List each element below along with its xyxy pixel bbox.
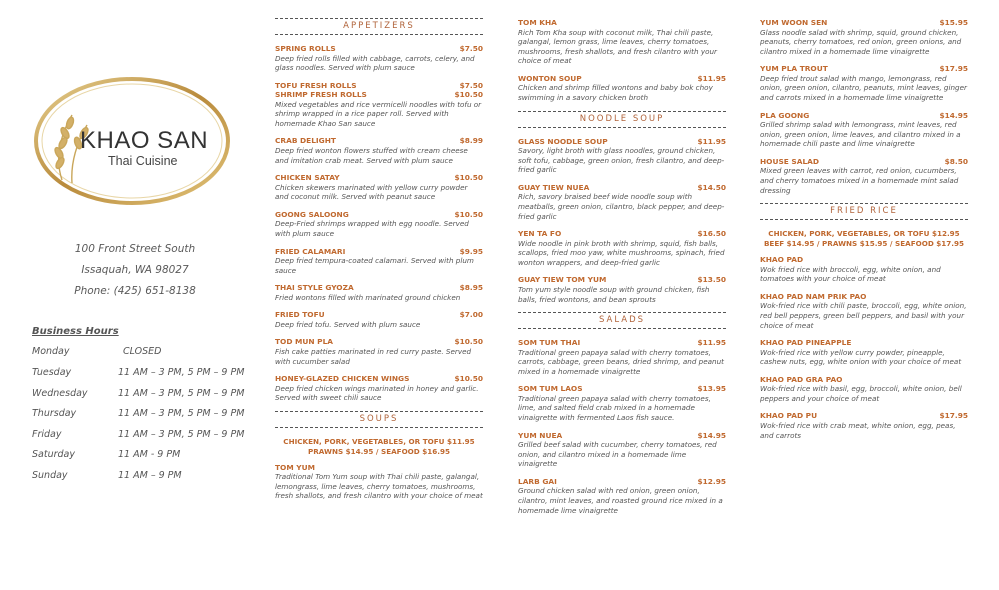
menu-item-name: YUM PLA TROUT [760, 64, 828, 74]
menu-item [518, 275, 726, 304]
menu-item-description: Traditional Tom Yum soup with Thai chili paste, galangal, lemongrass, lime leaves, cherry tomatoes, mushrooms, fresh shallots, and fresh cilantro with your choice of meat [275, 472, 483, 501]
menu-item-price: $11.95 [697, 136, 726, 146]
menu-item-description: Wok fried rice with broccoli, egg, white onion, and tomatoes with your choice of meat [760, 264, 941, 284]
menu-item-name: FRIED TOFU [275, 310, 325, 320]
menu-column-2 [518, 18, 726, 523]
menu-item-price: $11.95 [697, 73, 726, 83]
menu-item-description: Deep fried wonton flowers stuffed with cream cheese and imitation crab meat. Served with plum sauce [275, 145, 468, 165]
menu-item-name: GUAY TIEW NUEA [518, 182, 590, 192]
brand-tagline: Thai Cuisine [108, 154, 178, 168]
phone-number: Phone: (425) 651-8138 [74, 285, 196, 297]
menu-item [275, 136, 483, 165]
menu-column-1 [275, 18, 483, 509]
menu-item-header [760, 375, 968, 385]
menu-item [275, 463, 483, 501]
menu-item-description: Deep-Fried shrimps wrapped with egg noodle. Served with plum sauce [275, 219, 469, 238]
menu-item-description: Tom yum style noodle soup with ground chicken, fish balls, fried wontons, and bean sprouts [518, 284, 710, 304]
menu-item-header [518, 477, 726, 487]
menu-item-price: $10.50 [454, 90, 483, 100]
soups-price-line: PRAWNS $14.95 / SEAFOOD $16.95 [307, 446, 450, 456]
menu-item [275, 310, 483, 329]
menu-item-header [275, 90, 483, 100]
menu-item-header [518, 229, 726, 239]
hours-row [32, 408, 252, 422]
brand-name: KHAO SAN [80, 127, 209, 154]
menu-item-name: KHAO PAD NAM PRIK PAO [760, 291, 867, 301]
menu-item-description: Traditional green papaya salad with cherry tomatoes, lime, and salted field crab mixed in a homemade vinaigrette with fermented Laos fish sauce. [518, 393, 711, 423]
menu-item-description: Grilled beef salad with cucumber, cherry tomatoes, red onion, and cilantro mixed in a homemade lime vinaigrette [518, 440, 717, 469]
menu-item-name: HOUSE SALAD [760, 156, 820, 166]
menu-item-name: SPRING ROLLS [275, 44, 336, 53]
menu-item-price: $7.50 [459, 44, 483, 53]
menu-item-header [275, 247, 483, 257]
hours-day: Saturday [32, 449, 75, 460]
menu-item-price: $10.50 [454, 374, 483, 384]
fried-rice-price-line: BEEF $14.95 / PRAWNS $15.95 / SEAFOOD $17.95 [763, 239, 965, 249]
hours-day: Wednesday [32, 388, 88, 399]
menu-item-header [518, 18, 726, 28]
salads-list-continued [760, 18, 968, 195]
menu-item-name: SOM TUM LAOS [518, 384, 583, 394]
menu-item-price: $17.95 [939, 64, 968, 74]
menu-item-price: $10.50 [454, 337, 483, 347]
menu-item-name: SOM TUM THAI [518, 338, 581, 348]
menu-item-name: YEN TA FO [518, 229, 562, 239]
menu-item-header [760, 411, 968, 421]
menu-item [275, 210, 483, 239]
menu-item-header [275, 44, 483, 54]
hours-row [32, 346, 252, 360]
menu-item-price: $7.00 [459, 310, 483, 320]
menu-item [275, 247, 483, 276]
menu-item-header [518, 275, 726, 285]
salads-list [518, 338, 726, 515]
hours-row [32, 470, 252, 484]
menu-item-price: $12.95 [697, 476, 726, 486]
menu-item [760, 338, 968, 367]
menu-item-price: $15.95 [939, 18, 968, 27]
menu-item-name: KHAO PAD GRA PAO [760, 374, 843, 384]
menu-item-name: LARB GAI [518, 476, 557, 486]
menu-item [760, 18, 968, 56]
menu-item-header [275, 310, 483, 320]
hours-time: 11 AM – 3 PM, 5 PM – 9 PM [118, 367, 245, 378]
menu-item-header [518, 338, 726, 348]
menu-item-name: YUM NUEA [518, 430, 563, 440]
menu-item-header [275, 81, 483, 91]
menu-item-name: CRAB DELIGHT [275, 136, 336, 146]
soups-list [275, 463, 483, 501]
menu-item-price: $11.95 [697, 338, 726, 348]
menu-item-name: YUM WOON SEN [760, 18, 828, 27]
menu-item-description: Deep fried tempura-coated calamari. Served with plum sauce [275, 256, 474, 275]
menu-item [518, 338, 726, 376]
menu-item-description: Glass noodle salad with shrimp, squid, ground chicken, peanuts, cherry tomatoes, red onion, green onions, and cilantro mixed in a homemade lime vinaigrette [760, 27, 962, 56]
menu-item-header [275, 136, 483, 146]
hours-row [32, 449, 252, 463]
menu-item-header [518, 431, 726, 441]
menu-item [518, 477, 726, 515]
menu-item-header [275, 374, 483, 384]
menu-item-name: CHICKEN SATAY [275, 173, 340, 183]
hours-time: CLOSED [123, 346, 162, 357]
menu-item-price: $13.95 [697, 384, 726, 394]
menu-item-description: Wok-fried rice with chili paste, broccoli, egg, white onion, red bell peppers, green bell peppers, and basil with your choice of meat [760, 301, 967, 330]
menu-item-header [760, 18, 968, 28]
menu-item [760, 64, 968, 102]
menu-item-header [760, 255, 968, 265]
menu-item-price: $17.95 [939, 411, 968, 421]
menu-item-price: $14.95 [939, 110, 968, 120]
menu-item [518, 18, 726, 66]
menu-item-description: Deep fried trout salad with mango, lemongrass, red onion, green onion, cilantro, peanuts, mint leaves, ginger and carrots mixed in a homemade lime vinaigrette [760, 73, 967, 102]
menu-item-name: TOM YUM [275, 462, 315, 472]
menu-item-price: $13.50 [697, 275, 726, 285]
soups-price-line: CHICKEN, PORK, VEGETABLES, OR TOFU $11.95 [283, 436, 475, 446]
menu-item [760, 255, 968, 284]
restaurant-logo [32, 75, 232, 208]
menu-item-price: $7.50 [459, 80, 483, 90]
menu-item-header [275, 337, 483, 347]
menu-column-3 [760, 18, 968, 448]
menu-item-price: $9.95 [459, 246, 483, 256]
hours-day: Tuesday [32, 367, 72, 378]
menu-item-description: Deep fried tofu. Served with plum sauce [275, 319, 421, 329]
menu-item-description: Wok-fried rice with yellow curry powder, pineapple, cashew nuts, egg, white onion with your choice of meat [760, 347, 962, 367]
menu-item-header [518, 74, 726, 84]
hours-time: 11 AM – 9 PM [118, 470, 182, 481]
hours-day: Monday [32, 346, 70, 357]
menu-item-name: HONEY-GLAZED CHICKEN WINGS [275, 374, 410, 384]
menu-item [760, 375, 968, 404]
menu-item-price: $8.95 [459, 283, 483, 293]
menu-item-name: WONTON SOUP [518, 73, 582, 83]
address-street: 100 Front Street South [74, 243, 196, 255]
menu-item [760, 157, 968, 195]
section-header-soups: SOUPS [275, 411, 483, 428]
appetizers-list [275, 44, 483, 403]
section-header-noodle-soup: NOODLE SOUP [518, 111, 726, 128]
menu-item [518, 137, 726, 175]
menu-item-name: GLASS NOODLE SOUP [518, 136, 608, 146]
menu-item-description: Wide noodle in pink broth with shrimp, squid, fish balls, scallops, fried moo yaw, white mushrooms, spinach, fried wonton wrappers, and deep-fried garlic [518, 238, 725, 267]
menu-item-description: Chicken and shrimp filled wontons and baby bok choy swimming in a savory chicken broth [518, 83, 713, 102]
noodle-soup-list [518, 137, 726, 305]
menu-item [275, 337, 483, 366]
menu-item-header [275, 210, 483, 220]
menu-item-name: THAI STYLE GYOZA [275, 283, 354, 293]
menu-item [760, 292, 968, 330]
soups-list-continued [518, 18, 726, 103]
menu-item-description: Rich, savory braised beef wide noodle soup with meatballs, green onion, cilantro, black pepper, and deep-fried garlic [518, 192, 725, 221]
section-header-salads: SALADS [518, 312, 726, 329]
menu-item-header [760, 292, 968, 302]
menu-item-description: Deep fried chicken wings marinated in honey and garlic. Served with sweet chili sauce [275, 383, 479, 403]
menu-item-description: Wok-fried rice with crab meat, white onion, egg, peas, and carrots [760, 420, 956, 440]
menu-item-name: KHAO PAD PINEAPPLE [760, 338, 852, 348]
menu-item-price: $10.50 [454, 209, 483, 219]
menu-item-description: Fried wontons filled with marinated ground chicken [275, 292, 461, 302]
menu-item-name: FRIED CALAMARI [275, 246, 346, 256]
hours-row [32, 388, 252, 402]
menu-item [518, 384, 726, 422]
menu-item-name: SHRIMP FRESH ROLLS [275, 90, 367, 100]
hours-row [32, 367, 252, 381]
menu-item-header [760, 157, 968, 167]
address-city: Issaquah, WA 98027 [81, 264, 189, 276]
menu-item-price: $10.50 [454, 173, 483, 183]
menu-item [275, 173, 483, 202]
menu-item [760, 111, 968, 149]
section-header-fried-rice: FRIED RICE [760, 203, 968, 220]
fried-rice-price-line: CHICKEN, PORK, VEGETABLES, OR TOFU $12.95 [768, 229, 960, 239]
hours-day: Sunday [32, 470, 68, 481]
menu-item-price: $8.50 [944, 156, 968, 166]
menu-item-header [760, 64, 968, 74]
menu-item-price: $14.95 [697, 430, 726, 440]
menu-item-name: TOM KHA [518, 18, 557, 27]
menu-item [275, 283, 483, 302]
menu-item-name: GUAY TIEW TOM YUM [518, 275, 607, 285]
menu-item [518, 74, 726, 103]
menu-item-description: Wok-fried rice with basil, egg, broccoli, white onion, bell peppers and your choice of meat [760, 384, 962, 403]
menu-item-description: Mixed green leaves with carrot, red onion, cucumbers, and cherry tomatoes mixed in a homemade mint salad dressing [760, 166, 959, 195]
menu-item-header [275, 173, 483, 183]
menu-item-header [518, 183, 726, 193]
menu-item [275, 44, 483, 73]
menu-item-description: Rich Tom Kha soup with coconut milk, Thai chili paste, galangal, lemon grass, lime leaves, cherry tomatoes, mushrooms, fresh shallots, and fresh cilantro with your choice of meat [518, 27, 717, 66]
menu-item-name: TOFU FRESH ROLLS [275, 80, 357, 90]
menu-item-name: TOD MUN PLA [275, 337, 333, 347]
menu-item-header [518, 137, 726, 147]
menu-item-description: Ground chicken salad with red onion, green onion, cilantro, mint leaves, and roasted ground rice mixed in a homemade lime vinaigrette [518, 486, 723, 515]
menu-item-price: $14.50 [697, 182, 726, 192]
hours-row [32, 429, 252, 443]
menu-item-header [275, 283, 483, 293]
hours-time: 11 AM – 3 PM, 5 PM – 9 PM [118, 408, 245, 419]
hours-time: 11 AM - 9 PM [118, 449, 181, 460]
hours-time: 11 AM – 3 PM, 5 PM – 9 PM [118, 429, 245, 440]
fried-rice-list [760, 255, 968, 440]
menu-item-description: Grilled shrimp salad with lemongrass, mint leaves, red onion, green onion, lime leaves, and cilantro mixed in a homemade chili paste and lime vinaigrette [760, 120, 961, 149]
menu-item-header [760, 111, 968, 121]
menu-item-description: Chicken skewers marinated with yellow curry powder and coconut milk. Served with peanut sauce [275, 182, 468, 202]
menu-item-price: $8.99 [459, 136, 483, 146]
menu-item-name: KHAO PAD PU [760, 411, 818, 421]
menu-item [275, 81, 483, 129]
menu-item [518, 183, 726, 221]
menu-item-header [518, 384, 726, 394]
menu-item-description: Traditional green papaya salad with cherry tomatoes, carrots, cabbage, green beans, dried shrimp, and peanut mixed in a homemade vinaigrette [518, 347, 724, 376]
hours-title: Business Hours [32, 326, 119, 337]
menu-item-name: PLA GOONG [760, 110, 810, 120]
menu-item [275, 374, 483, 403]
menu-item-description: Fish cake patties marinated in red curry paste. Served with cucumber salad [275, 346, 472, 366]
hours-time: 11 AM – 3 PM, 5 PM – 9 PM [118, 388, 245, 399]
menu-item-price: $16.50 [697, 229, 726, 239]
hours-day: Thursday [32, 408, 77, 419]
menu-item [760, 411, 968, 440]
menu-item-description: Savory, light broth with glass noodles, ground chicken, soft tofu, cabbage, green onion, fresh cilantro, and deep-fried garlic [518, 146, 725, 175]
menu-item-description: Mixed vegetables and rice vermicelli noodles with tofu or shrimp wrapped in a rice paper roll. Served with homemade Khao San sauce [275, 99, 482, 128]
menu-item [518, 431, 726, 469]
menu-item-header [760, 338, 968, 348]
menu-item-description: Deep fried rolls filled with cabbage, carrots, celery, and glass noodles. Served with plum sauce [275, 53, 475, 73]
hours-day: Friday [32, 429, 62, 440]
menu-item-header [275, 463, 483, 473]
menu-item-name: GOONG SALOONG [275, 209, 349, 219]
section-header-appetizers: APPETIZERS [275, 18, 483, 35]
menu-item-name: KHAO PAD [760, 255, 804, 265]
menu-item [518, 229, 726, 267]
